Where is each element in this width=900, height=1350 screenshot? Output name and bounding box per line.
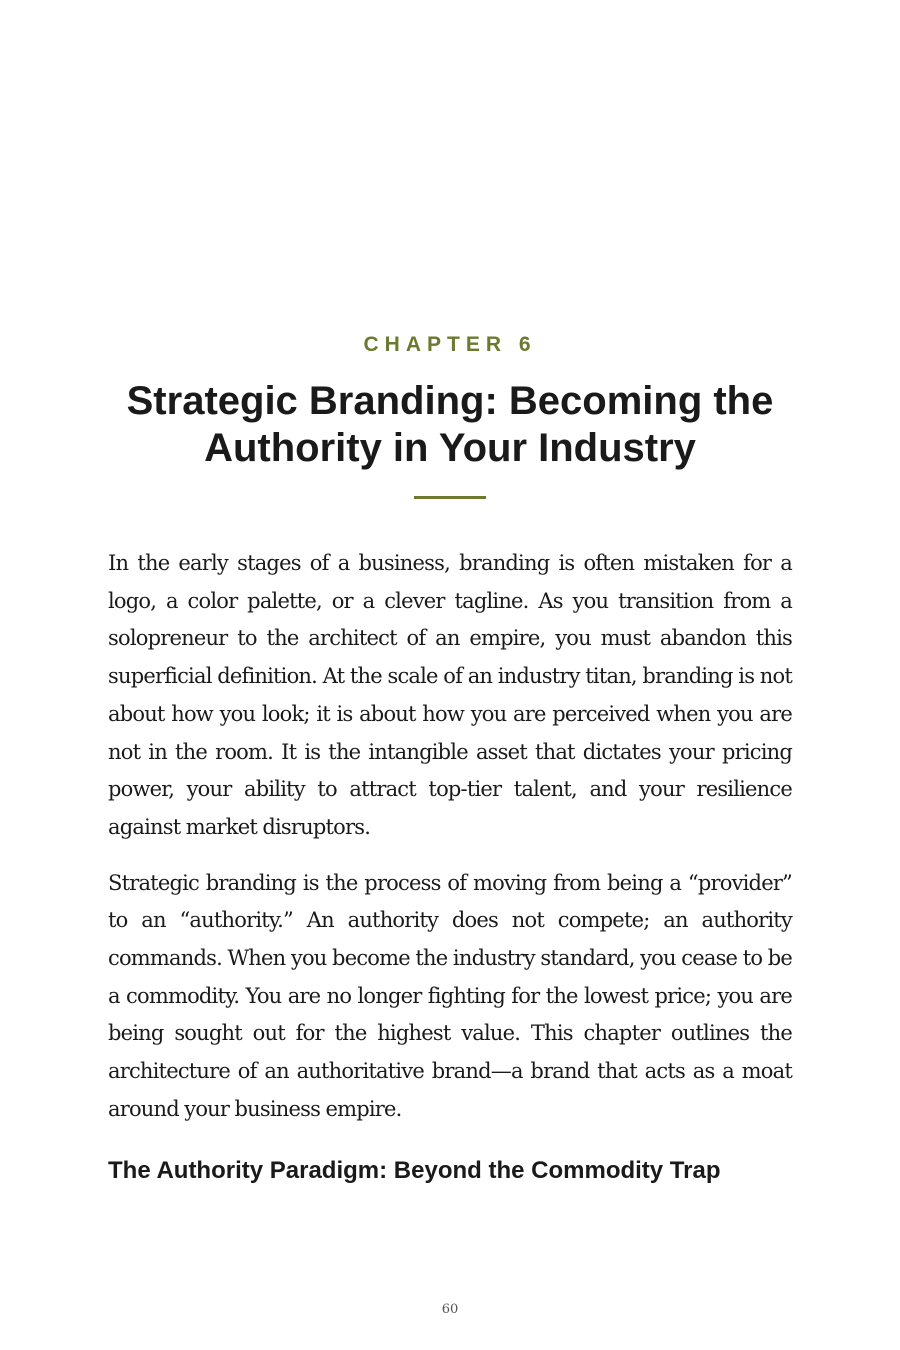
chapter-title: Strategic Branding: Becoming the Authority in Your Industry: [126, 379, 774, 470]
paragraph-2: Strategic branding is the process of moving from being a “provider” to an “authority.” An authority does not compete; an authority commands. When you become the industry standard, you cease to be a commodity. You are no longer fighting for the lowest price; you are being sought out for the highest value. This chapter outlines the architecture of an authoritative brand—a brand that acts as a moat around your business empire.: [108, 870, 792, 1121]
page-number: 60: [441, 1302, 459, 1317]
chapter-label: CHAPTER 6: [363, 333, 537, 356]
paragraph-1: In the early stages of a business, branding is often mistaken for a logo, a color palette, or a clever tagline. As you transition from a solopreneur to the architect of an empire, you must abandon this superficial definition. At the scale of an industry titan, branding is not about how you look; it is about how you are perceived when you are not in the room. It is the intangible asset that dictates your pricing power, your ability to attract top-tier talent, and your resilience against market disruptors.: [108, 551, 792, 839]
section-heading: The Authority Paradigm: Beyond the Commodity Trap: [108, 1157, 721, 1184]
body-text: [108, 545, 792, 1147]
title-divider: [414, 496, 486, 499]
